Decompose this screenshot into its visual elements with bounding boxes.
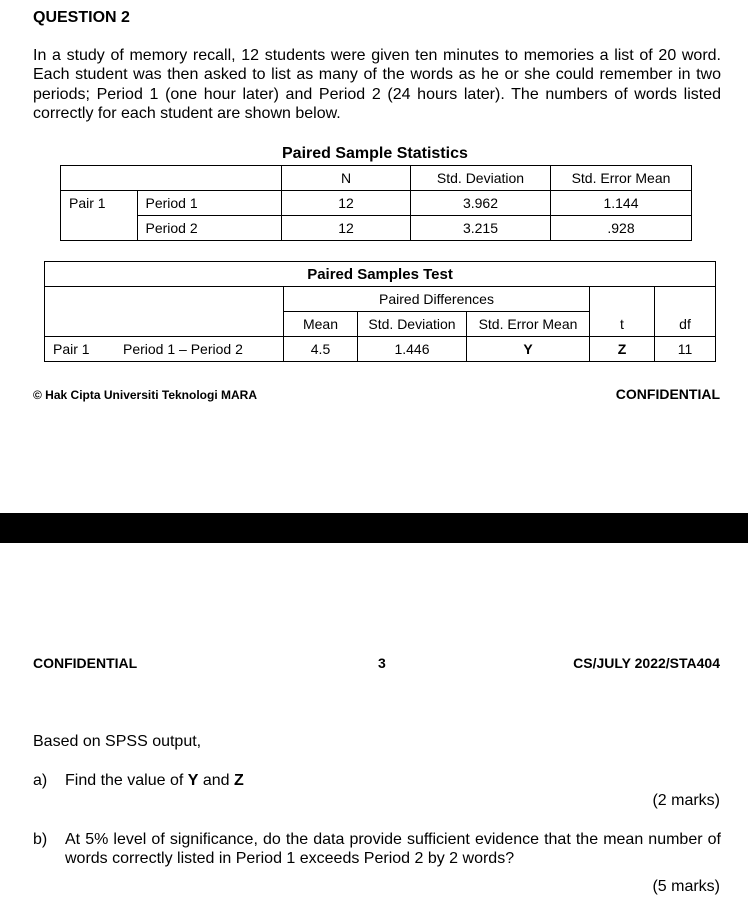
page-divider-bar <box>0 513 748 543</box>
table-row <box>61 166 692 191</box>
footer-confidential: CONFIDENTIAL <box>615 386 720 402</box>
cell-sd: 3.215 <box>411 216 551 241</box>
table-row <box>45 337 716 362</box>
page-number: 3 <box>378 655 386 671</box>
col-header-std-error-mean: Std. Error Mean <box>551 166 692 191</box>
cell-n: 12 <box>282 216 411 241</box>
empty-cell <box>137 166 282 191</box>
part-a-text <box>65 771 244 790</box>
col-header-std-deviation: Std. Deviation <box>358 312 467 337</box>
part-b-text: At 5% level of significance, do the data provide sufficient evidence that the mean number of words correctly listed in Period 1 exceeds Period 2 by 2 words? <box>65 831 721 868</box>
row-label: Period 1 <box>137 191 282 216</box>
col-header-std-error-mean: Std. Error Mean <box>467 312 590 337</box>
cell-sem: 1.144 <box>551 191 692 216</box>
empty-cell <box>61 166 138 191</box>
part-a-z: Z <box>234 772 244 789</box>
table-row <box>45 262 716 287</box>
table-row <box>61 191 692 216</box>
part-a-text-pre: Find the value of <box>65 772 188 789</box>
table-row <box>61 216 692 241</box>
course-code: CS/JULY 2022/STA404 <box>573 655 720 671</box>
cell-n: 12 <box>282 191 411 216</box>
col-header-t: t <box>590 312 655 337</box>
col-header-mean: Mean <box>284 312 358 337</box>
pair-label: Pair 1 <box>45 337 116 362</box>
part-b-label: b) <box>33 831 48 848</box>
col-header-n: N <box>282 166 411 191</box>
cell-df: 11 <box>655 337 716 362</box>
part-b-marks: (5 marks) <box>652 878 720 895</box>
col-header-std-deviation: Std. Deviation <box>411 166 551 191</box>
empty-cell <box>590 287 655 312</box>
row-label: Period 2 <box>137 216 282 241</box>
stats-caption: Paired Sample Statistics <box>282 145 468 162</box>
test-caption: Paired Samples Test <box>45 262 716 287</box>
empty-cell <box>655 287 716 312</box>
paired-samples-test-table <box>44 261 716 362</box>
question-intro: In a study of memory recall, 12 students were given ten minutes to memories a list of 20 word. Each student was then asked to list as many of the words as he or she could remember in two periods; Period 1 (one hour later) and Period 2 (24 hours later). The numbers of words listed correctly for each student are shown below. <box>33 47 721 122</box>
empty-cell <box>61 216 138 241</box>
cell-sd: 1.446 <box>358 337 467 362</box>
pair-label: Pair 1 <box>61 191 138 216</box>
table-row <box>45 287 716 312</box>
paired-sample-statistics-table <box>60 165 692 241</box>
cell-sd: 3.962 <box>411 191 551 216</box>
part-a-marks: (2 marks) <box>652 792 720 809</box>
part-a-y: Y <box>187 772 199 789</box>
header-confidential: CONFIDENTIAL <box>33 655 138 671</box>
row-label: Period 1 – Period 2 <box>115 337 284 362</box>
empty-cell <box>45 287 284 337</box>
parts-lead: Based on SPSS output, <box>33 733 202 750</box>
question-title: QUESTION 2 <box>33 9 130 26</box>
copyright-notice: © Hak Cipta Universiti Teknologi MARA <box>33 388 257 402</box>
part-a-label: a) <box>33 772 48 789</box>
cell-mean: 4.5 <box>284 337 358 362</box>
cell-sem-unknown: Y <box>467 337 590 362</box>
cell-t-unknown: Z <box>590 337 655 362</box>
cell-sem: .928 <box>551 216 692 241</box>
col-header-df: df <box>655 312 716 337</box>
part-a-and: and <box>198 772 235 789</box>
group-header: Paired Differences <box>284 287 590 312</box>
